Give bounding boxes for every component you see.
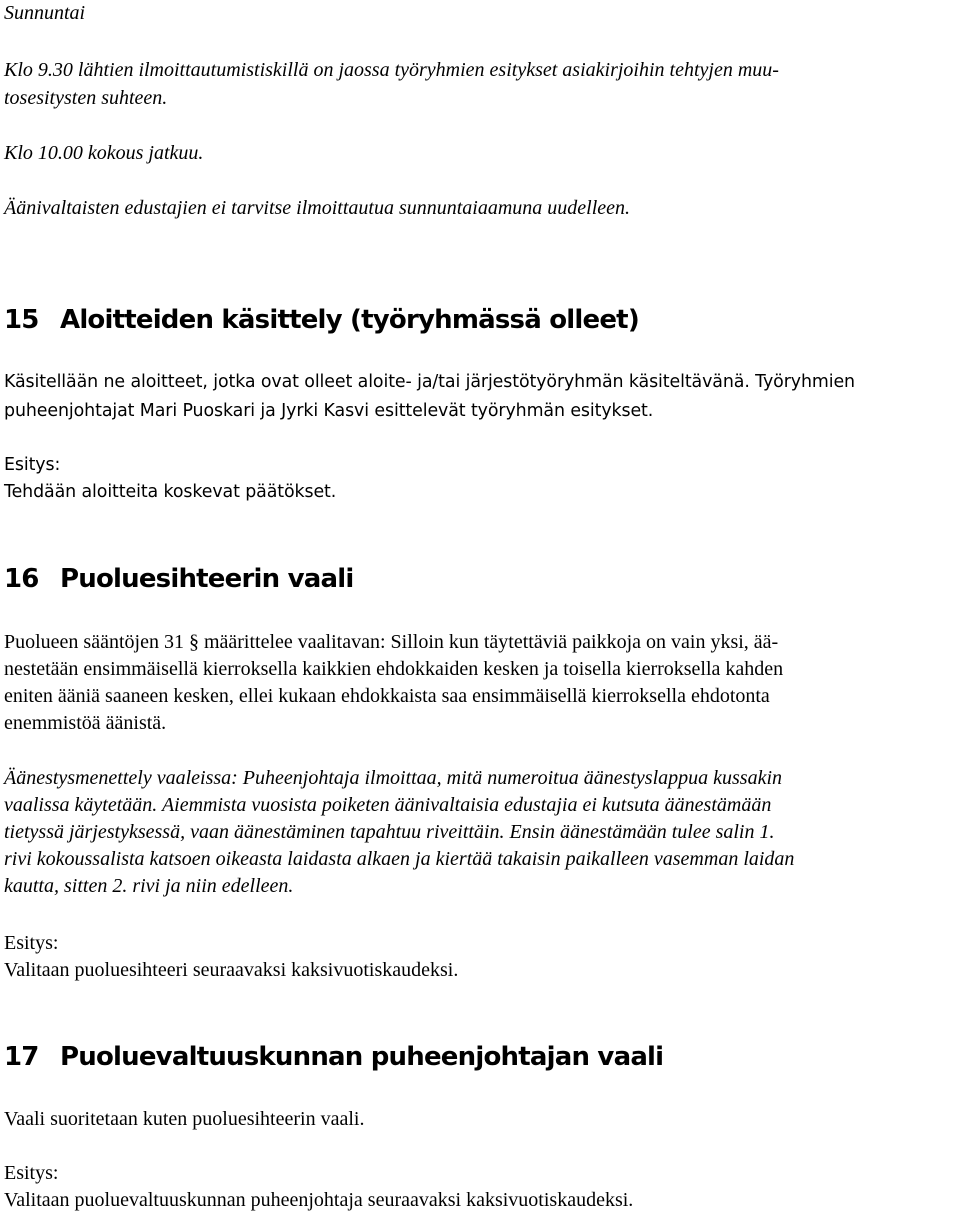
section-16-proposal: Valitaan puoluesihteeri seuraavaksi kaksivuotiskaudeksi. (4, 959, 459, 981)
section-16-heading (4, 562, 353, 596)
section-16-body-line-1: Puolueen sääntöjen 31 § määrittelee vaalitavan: Silloin kun täytettäviä paikkoja on vain yksi, ää- (4, 631, 779, 653)
section-15-number: 15 (4, 305, 39, 335)
sunday-line-2: tosesitysten suhteen. (4, 87, 168, 109)
section-16-number: 16 (4, 564, 39, 594)
section-17-body: Vaali suoritetaan kuten puoluesihteerin vaali. (4, 1108, 365, 1130)
section-16-body-line-3: eniten ääniä saaneen kesken, ellei kukaan ehdokkaista saa ensimmäisellä kierroksella ehdotonta (4, 685, 770, 707)
section-16-proposal-label: Esitys: (4, 932, 59, 954)
sunday-title: Sunnuntai (4, 2, 86, 24)
section-17-proposal-label: Esitys: (4, 1162, 59, 1184)
section-16-voting-line-4: rivi kokoussalista katsoen oikeasta laidasta alkaen ja kiertää takaisin paikalleen vasemman laidan (4, 848, 795, 870)
section-16-voting-line-2: vaalissa käytetään. Aiemmista vuosista poiketen äänivaltaisia edustajia ei kutsuta äänestämään (4, 794, 772, 816)
section-16-voting-line-3: tietyssä järjestyksessä, vaan äänestäminen tapahtuu riveittäin. Ensin äänestämään tulee salin 1. (4, 821, 775, 843)
section-16-body-line-2: nestetään ensimmäisellä kierroksella kaikkien ehdokkaiden kesken ja toisella kierroksella kahden (4, 658, 784, 680)
section-17-number: 17 (4, 1042, 39, 1072)
section-16-body-line-4: enemmistöä äänistä. (4, 712, 167, 734)
section-15-proposal-label: Esitys: (4, 455, 61, 475)
section-17-proposal: Valitaan puoluevaltuuskunnan puheenjohtaja seuraavaksi kaksivuotiskaudeksi. (4, 1189, 634, 1211)
section-16-title: Puoluesihteerin vaali (60, 564, 354, 594)
section-15-body-line-1: Käsitellään ne aloitteet, jotka ovat olleet aloite- ja/tai järjestötyöryhmän käsiteltävänä. Työryhmien (4, 372, 855, 392)
section-17-title: Puoluevaltuuskunnan puheenjohtajan vaali (60, 1042, 664, 1072)
section-16-voting-line-5: kautta, sitten 2. rivi ja niin edelleen. (4, 875, 294, 897)
section-16-voting-line-1: Äänestysmenettely vaaleissa: Puheenjohtaja ilmoittaa, mitä numeroitua äänestyslappua kussakin (4, 767, 783, 789)
section-15-title: Aloitteiden käsittely (työryhmässä olleet) (60, 305, 639, 335)
section-17-heading (4, 1040, 663, 1074)
sunday-resume: Klo 10.00 kokous jatkuu. (4, 142, 204, 164)
section-15-heading (4, 303, 639, 337)
section-15-proposal: Tehdään aloitteita koskevat päätökset. (4, 482, 337, 502)
sunday-line-1: Klo 9.30 lähtien ilmoittautumistiskillä on jaossa työryhmien esitykset asiakirjoihin tehtyjen muu- (4, 59, 779, 81)
sunday-note: Äänivaltaisten edustajien ei tarvitse ilmoittautua sunnuntaiaamuna uudelleen. (4, 197, 631, 219)
section-15-body-line-2: puheenjohtajat Mari Puoskari ja Jyrki Kasvi esittelevät työryhmän esitykset. (4, 401, 654, 421)
